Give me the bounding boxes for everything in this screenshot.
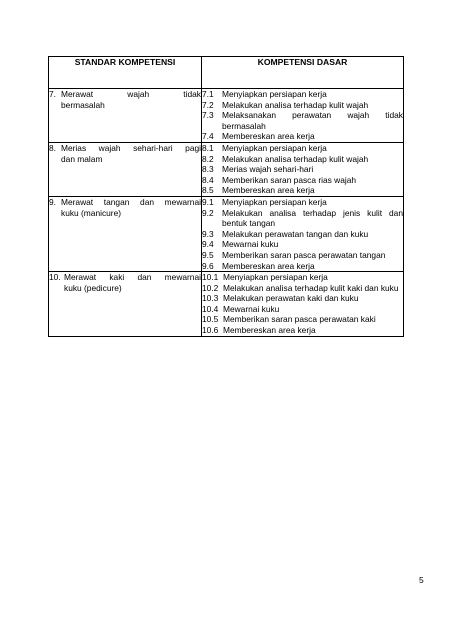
list-item (202, 261, 403, 272)
list-item (202, 325, 403, 336)
competency-table (48, 56, 404, 337)
item-text: Memberikan saran pasca perawatan kaki (223, 314, 376, 325)
list-item (202, 314, 403, 325)
table-row (49, 142, 404, 196)
list-item (202, 175, 403, 186)
standard-text-line: kuku (pedicure) (64, 282, 122, 293)
list-item (202, 143, 403, 154)
table-row (49, 272, 404, 337)
item-text: Melakukan perawatan tangan dan kuku (222, 228, 369, 239)
list-item (202, 110, 403, 131)
list-item (202, 197, 403, 208)
item-text: Membereskan area kerja (222, 260, 315, 271)
list-item (202, 100, 403, 111)
item-number: 8.5 (202, 185, 214, 196)
item-text: Melakukan analisa terhadap kulit wajah (222, 99, 369, 110)
item-number: 9.6 (202, 260, 214, 271)
standard-text-line: Merawat kaki dan mewarnai (64, 272, 201, 283)
list-item (202, 131, 403, 142)
page-number: 5 (419, 575, 424, 585)
list-item (202, 250, 403, 261)
item-number: 8.4 (202, 174, 214, 185)
standard-text-line: Merias wajah sehari-hari pagi (61, 142, 201, 153)
list-item (202, 185, 403, 196)
item-number: 10.5 (202, 314, 219, 325)
competency-cell (202, 272, 404, 337)
item-number: 9.1 (202, 196, 214, 207)
list-item (202, 283, 403, 294)
item-number: 9.5 (202, 249, 214, 260)
item-text: Menyiapkan persiapan kerja (222, 142, 327, 153)
item-text: Memberikan saran pasca rias wajah (222, 174, 357, 185)
item-number: 9.3 (202, 228, 214, 239)
list-item (202, 154, 403, 165)
list-item (202, 89, 403, 100)
header-kompetensi-dasar: KOMPETENSI DASAR (202, 57, 404, 89)
standard-number: 10. (49, 272, 61, 283)
standard-text-line: Merawat wajah tidak (61, 89, 201, 99)
item-number: 8.3 (202, 164, 214, 175)
standard-cell (49, 272, 202, 337)
header-standar-kompetensi: STANDAR KOMPETENSI (49, 57, 202, 89)
table-header-row (49, 57, 404, 89)
item-number: 7.3 (202, 110, 214, 121)
list-item (202, 272, 403, 283)
item-text: Menyiapkan persiapan kerja (223, 272, 328, 283)
standard-text-line: bermasalah (61, 99, 105, 110)
standard-text-line: Merawat tangan dan mewarnai (61, 196, 201, 207)
item-number: 10.2 (202, 282, 219, 293)
item-text: Merias wajah sehari-hari (222, 164, 314, 175)
item-number: 7.4 (202, 131, 214, 142)
standard-number: 9. (49, 196, 56, 207)
competency-cell (202, 196, 404, 271)
item-text: Mewarnai kuku (222, 239, 279, 250)
item-text: Melakukan perawatan kaki dan kuku (223, 293, 359, 304)
item-text: Membereskan area kerja (222, 131, 315, 142)
item-number: 10.4 (202, 303, 219, 314)
list-item (202, 229, 403, 240)
item-number: 8.1 (202, 142, 214, 153)
item-text: Membereskan area kerja (222, 185, 315, 196)
list-item (202, 293, 403, 304)
item-number: 9.2 (202, 207, 214, 218)
item-number: 10.3 (202, 293, 219, 304)
item-text: Melakukan analisa terhadap kulit kaki dan kuku (223, 282, 399, 293)
list-item (202, 208, 403, 229)
item-text: Menyiapkan persiapan kerja (222, 89, 327, 99)
competency-cell (202, 142, 404, 196)
list-item (202, 239, 403, 250)
item-text: Mewarnai kuku (223, 303, 280, 314)
item-text: Membereskan area kerja (223, 325, 316, 336)
item-text: Melakukan analisa terhadap jenis kulit dan bentuk tangan (222, 207, 403, 229)
item-text: Melaksanakan perawatan wajah tidak bermasalah (222, 110, 403, 131)
standard-cell (49, 196, 202, 271)
standard-cell (49, 89, 202, 143)
competency-cell (202, 89, 404, 143)
item-number: 10.6 (202, 325, 219, 336)
standard-number: 8. (49, 142, 56, 153)
item-text: Menyiapkan persiapan kerja (222, 196, 327, 207)
item-number: 9.4 (202, 239, 214, 250)
item-number: 7.1 (202, 89, 214, 99)
item-text: Melakukan analisa terhadap kulit wajah (222, 153, 369, 164)
standard-cell (49, 142, 202, 196)
item-text: Memberikan saran pasca perawatan tangan (222, 249, 386, 260)
standard-text-line: kuku (manicure) (61, 207, 122, 218)
item-number: 10.1 (202, 272, 219, 283)
standard-number: 7. (49, 89, 56, 99)
list-item (202, 304, 403, 315)
item-number: 8.2 (202, 153, 214, 164)
item-number: 7.2 (202, 99, 214, 110)
list-item (202, 164, 403, 175)
table-row (49, 196, 404, 271)
table-row (49, 89, 404, 143)
standard-text-line: dan malam (61, 153, 103, 164)
